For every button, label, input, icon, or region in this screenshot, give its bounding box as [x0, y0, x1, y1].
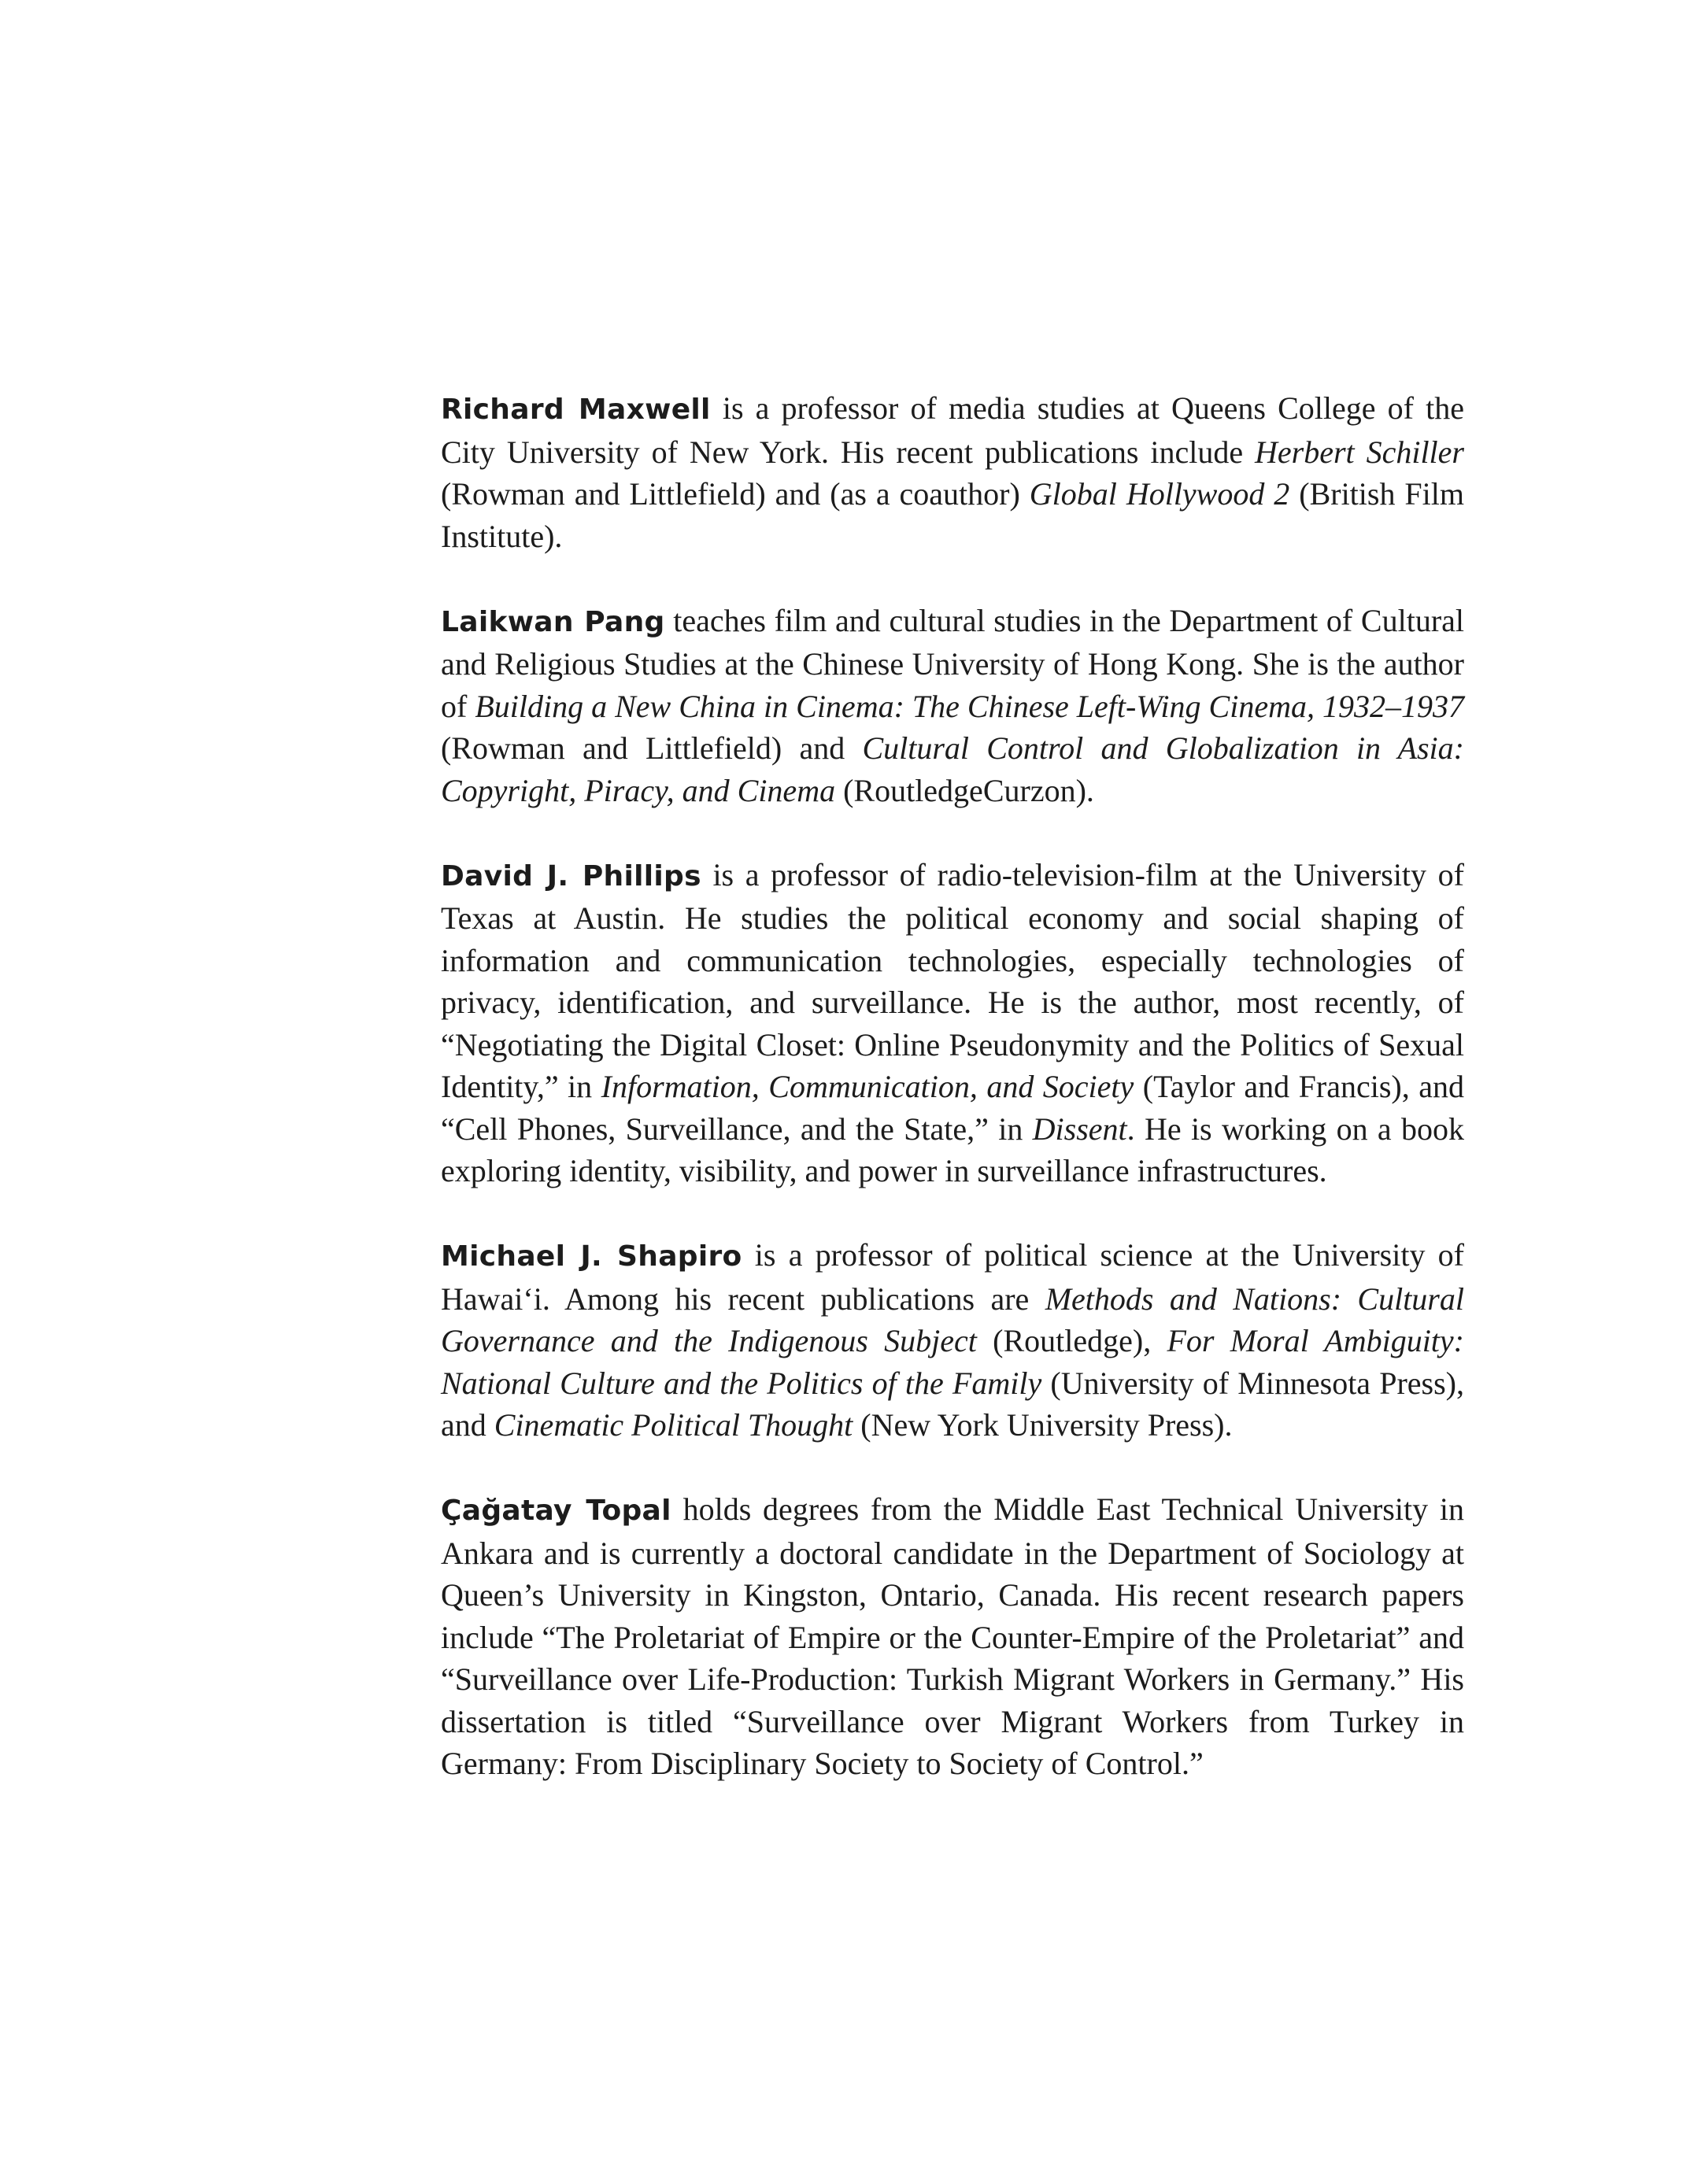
bio-michael-shapiro [441, 1234, 1464, 1447]
bio-text: (New York University Press). [853, 1407, 1233, 1443]
bio-richard-maxwell [441, 387, 1464, 557]
bio-text: . He is working on a book exploring identity, visibility, and power in surveillance infrastructures. [441, 1110, 1464, 1188]
publication-title: Building a New China in Cinema: The Chinese Left-Wing Cinema, 1932–1937 [475, 688, 1464, 724]
publication-title: Information, Communication, and Society [601, 1069, 1134, 1104]
bio-text: (Rowman and Littlefield) and [441, 730, 863, 766]
publication-title: Global Hollywood 2 [1029, 476, 1290, 512]
bio-text: is a professor of media studies at Queens College of the City University of New York. His recent publications include [441, 390, 1464, 470]
bio-text: (Rowman and Littlefield) and (as a coauthor) [441, 476, 1030, 512]
bio-text: is a professor of political science at the University of Hawai‘i. Among his recent publications are [441, 1237, 1464, 1317]
bio-david-phillips [441, 854, 1464, 1192]
bio-text: teaches film and cultural studies in the Department of Cultural and Religious Studies at the Chinese University of Hong Kong. She is the author of [441, 602, 1465, 724]
publication-title: Methods and Nations: Cultural Governance and the Indigenous Subject [441, 1280, 1464, 1358]
contributor-name: Çağatay Topal [441, 1495, 671, 1527]
contributor-name: David J. Phillips [441, 859, 701, 892]
bio-cagatay-topal [441, 1488, 1464, 1785]
publication-title: Herbert Schiller [1255, 434, 1464, 470]
bio-text: is a professor of radio-television-film at the University of Texas at Austin. He studies the political economy and social shaping of information and communication technologies, especially technologies of privacy, identification, and surveillance. He is the author, most recently, of “Negotiating the Digital Closet: Online Pseudonymity and the Politics of Sexual Identity,” in [441, 856, 1464, 1104]
bio-text: (RoutledgeCurzon). [835, 772, 1094, 808]
contributor-name: Laikwan Pang [441, 605, 665, 638]
contributor-name: Richard Maxwell [441, 394, 711, 426]
publication-title: Cultural Control and Globalization in Asia: Copyright, Piracy, and Cinema [441, 730, 1464, 808]
bio-text: (University of Minnesota Press), and [441, 1365, 1464, 1443]
bio-text: (British Film Institute). [441, 476, 1465, 554]
bio-text: holds degrees from the Middle East Technical University in Ankara and is currently a doctoral candidate in the Department of Sociology at Queen’s University in Kingston, Ontario, Canada. His recent research papers include “The Proletariat of Empire or the Counter-Empire of the Proletariat” and “Surveillance over Life-Production: Turkish Migrant Workers in Germany.” His dissertation is titled “Surveillance over Migrant Workers from Turkey in Germany: From Disciplinary Society to Society of Control.” [441, 1491, 1464, 1781]
contributor-name: Michael J. Shapiro [441, 1240, 742, 1273]
publication-title: Cinematic Political Thought [494, 1407, 853, 1443]
bio-text: (Routledge), [976, 1323, 1167, 1358]
publication-title: Dissent [1032, 1110, 1127, 1147]
publication-title: For Moral Ambiguity: National Culture and the Politics of the Family [441, 1323, 1464, 1401]
contributor-bios [441, 387, 1464, 1827]
bio-text: (Taylor and Francis), and “Cell Phones, Surveillance, and the State,” in [441, 1069, 1464, 1147]
bio-laikwan-pang [441, 600, 1464, 812]
